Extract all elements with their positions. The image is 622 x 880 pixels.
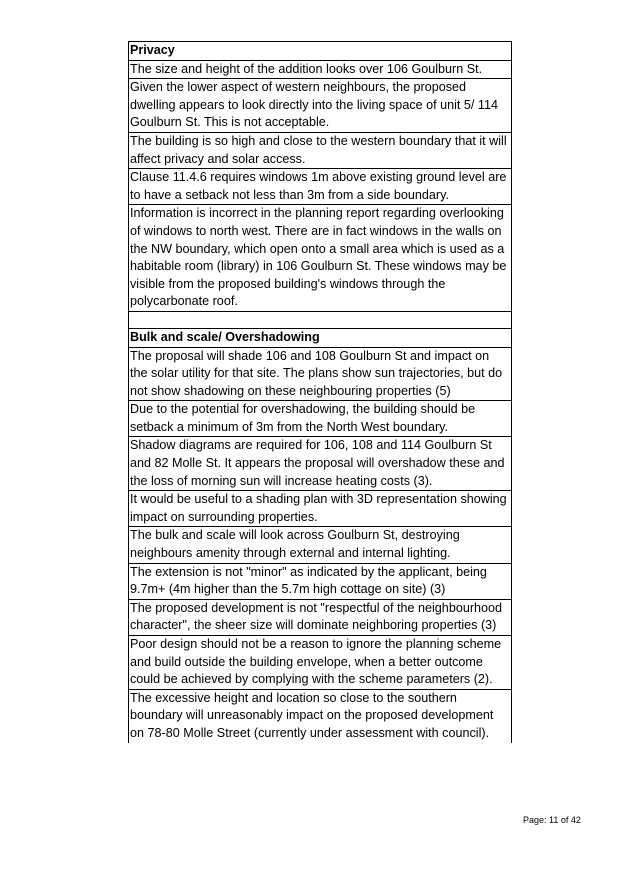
table-row: The building is so high and close to the western boundary that it will affect privacy and solar access. xyxy=(129,133,511,169)
comments-table xyxy=(128,41,512,743)
section-heading-bulk-scale: Bulk and scale/ Overshadowing xyxy=(129,329,511,348)
table-row: The bulk and scale will look across Goulburn St, destroying neighbours amenity through external and internal lighting. xyxy=(129,527,511,563)
table-row: It would be useful to a shading plan with 3D representation showing impact on surrounding properties. xyxy=(129,491,511,527)
table-row: Clause 11.4.6 requires windows 1m above existing ground level are to have a setback not less than 3m from a side boundary. xyxy=(129,169,511,205)
table-row: Information is incorrect in the planning report regarding overlooking of windows to north west. There are in fact windows in the walls on the NW boundary, which open onto a small area which is used as a habitable room (library) in 106 Goulburn St. These windows may be visible from the proposed building's windows through the polycarbonate roof. xyxy=(129,205,511,312)
table-row: The excessive height and location so close to the southern boundary will unreasonably impact on the proposed development on 78-80 Molle Street (currently under assessment with council). xyxy=(130,690,494,740)
page-number: Page: 11 of 42 xyxy=(523,815,581,825)
section-heading-privacy: Privacy xyxy=(129,42,511,61)
table-row: The extension is not "minor" as indicated by the applicant, being 9.7m+ (4m higher than the 5.7m high cottage on site) (3) xyxy=(129,564,511,600)
table-row: The proposed development is not "respectful of the neighbourhood character", the sheer size will dominate neighboring properties (3) xyxy=(129,600,511,636)
table-row: Due to the potential for overshadowing, the building should be setback a minimum of 3m from the North West boundary. xyxy=(129,401,511,437)
table-row: The size and height of the addition looks over 106 Goulburn St. xyxy=(129,61,511,80)
table-row: The proposal will shade 106 and 108 Goulburn St and impact on the solar utility for that site. The plans show sun trajectories, but do not show shadowing on these neighbouring properties (5) xyxy=(129,348,511,402)
blank-row xyxy=(129,312,511,329)
table-row: Shadow diagrams are required for 106, 108 and 114 Goulburn St and 82 Molle St. It appears the proposal will overshadow these and the loss of morning sun will increase heating costs (3). xyxy=(129,437,511,491)
table-row: Poor design should not be a reason to ignore the planning scheme and build outside the building envelope, when a better outcome could be achieved by complying with the scheme parameters (2). xyxy=(129,636,511,690)
table-row: Given the lower aspect of western neighbours, the proposed dwelling appears to look directly into the living space of unit 5/ 114 Goulburn St. This is not acceptable. xyxy=(129,79,511,133)
